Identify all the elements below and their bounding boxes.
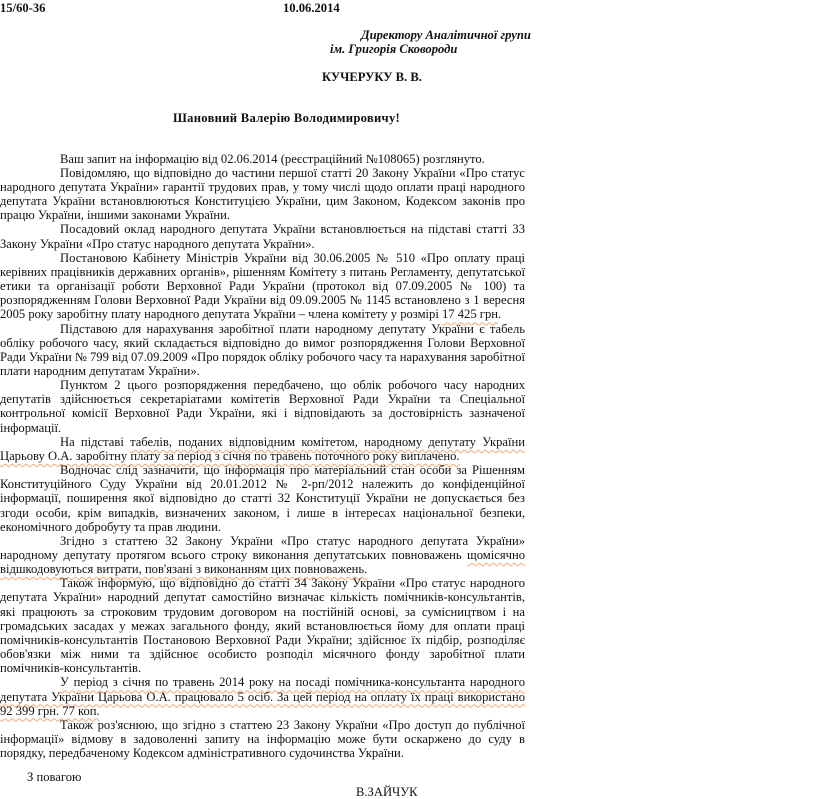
paragraph-text: Підставою для нарахування заробітної плати народному депутату України є табель обліку робочого часу, який складається відповідно до вимог розпорядження Голови Верховної Ради України № 799 від 07.09.2009 «Про порядок обліку робочого часу та нарахування заробітної плати народним депутатам України». (0, 321, 525, 378)
paragraph (0, 222, 525, 250)
paragraph-text: Повідомляю, що відповідно до частини першої статті 20 Закону України «Про статус народного депутата України» гарантії трудових прав, у тому числі щодо оплати праці народного депутата України встановлюються Конституцією України, цим Законом, Кодексом законів про працю України, іншими законами України. (0, 165, 525, 223)
addressee-line-1: Директору Аналітичної групи (361, 28, 531, 42)
paragraph-text: На підставі (60, 434, 131, 449)
paragraph (0, 675, 525, 717)
paragraph (0, 166, 525, 223)
letter-header (0, 1, 525, 16)
highlighted-text: щомісячно відшкодовуються витрати, пов'язані з виконанням цих повноважень. (0, 548, 525, 577)
paragraph-text: . (497, 307, 502, 322)
letter-body (0, 152, 525, 761)
paragraph (0, 463, 525, 534)
paragraph-text: Пунктом 2 цього розпорядження передбачено, що облік робочого часу народних депутатів здійснюється секретаріатами комітетів Верховної Ради України та Спеціальної контрольної комісії Верховної Ради України, які і відповідають за достовірність зазначеної інформації. (0, 378, 525, 435)
addressee-line-2: ім. Григорія Сковороди (330, 42, 458, 57)
letter-date: 10.06.2014 (283, 1, 340, 15)
highlighted-text: табелів, поданих відповідним комітетом, народному депутату України Царьову О.А. заробітну плату за період з січня по травень поточного року виплачено. (0, 434, 525, 463)
addressee-name: КУЧЕРУКУ В. В. (322, 69, 422, 84)
paragraph (0, 251, 525, 322)
reference-number: 15/60-36 (0, 1, 46, 15)
addressee-block (0, 28, 531, 57)
paragraph-text: Також роз'яснюю, що згідно з статтею 23 Закону України «Про доступ до публічної інформації» відмову в задоволенні запиту на інформацію може бути оскаржено до суду в порядку, передбаченому Кодексом адміністративного судочинства України. (0, 717, 525, 761)
paragraph (0, 576, 525, 675)
paragraph-text: Водночас слід зазначити, що інформація про матеріальний стан особи за Рішенням Конституційного Суду України від 20.01.2012 № 2-рп/2012 належить до конфіденційної інформації, поширення якої відповідно до статті 32 Конституції України не допускається без згоди особи, крім випадків, визначених законом, і лише в інтересах національної безпеки, економічного добробуту та прав людини. (0, 463, 525, 534)
highlighted-text: У період з січня по травень 2014 року на посаді помічника-консультанта народного депутата України Царьова О.А. працювало 5 осіб. За цей період на оплату їх праці використано 92 399 грн. 77 коп. (0, 675, 525, 718)
paragraph-text: Також інформую, що відповідно до статті 34 Закону України «Про статус народного депутата України» народний депутат самостійно визначає кількість помічників-консультантів, які працюють за строковим трудовим договором на постійній основі, за сумісництвом і на громадських засадах у межах загального фонду, який встановлюється йому для оплати праці помічників-консультантів Постановою Верховної Ради України; здійснює їх підбір, розподіляє обов'язки між ними та здійснює особисто розподіл місячного фонду заробітної плати помічників-консультантів. (0, 576, 525, 676)
paragraph (0, 378, 525, 435)
paragraph (0, 152, 525, 166)
paragraph (0, 322, 525, 379)
signature: В.ЗАЙЧУК (356, 784, 418, 799)
salutation: Шановний Валерію Володимировичу! (173, 111, 401, 126)
paragraph-text: Згідно з статтею 32 Закону України «Про статус народного депутата України» народному депутату протягом всього строку виконання депутатських повноважень (0, 533, 525, 562)
paragraph-text: Постановою Кабінету Міністрів України від 30.06.2005 № 510 «Про оплату праці керівних працівників державних органів», рішенням Комітету з питань Регламенту, депутатської етики та організації роботи Верховної Ради України (протокол від 07.09.2005 № 100) та розпорядженням Голови Верховної Ради України від 09.09.2005 № 1145 встановлено з 1 вересня 2005 року заробітну плату народного депутата України – члена комітету у розмірі (0, 250, 525, 322)
paragraph (0, 435, 525, 463)
closing: З повагою (27, 770, 82, 785)
paragraph (0, 718, 525, 760)
highlighted-text: 17 425 грн (442, 307, 498, 322)
paragraph-text: Ваш запит на інформацію від 02.06.2014 (реєстраційний №108065) розглянуто. (60, 151, 485, 166)
paragraph-text: Посадовий оклад народного депутата України встановлюється на підставі статті 33 Закону України «Про статус народного депутата України». (0, 222, 525, 251)
paragraph (0, 534, 525, 576)
